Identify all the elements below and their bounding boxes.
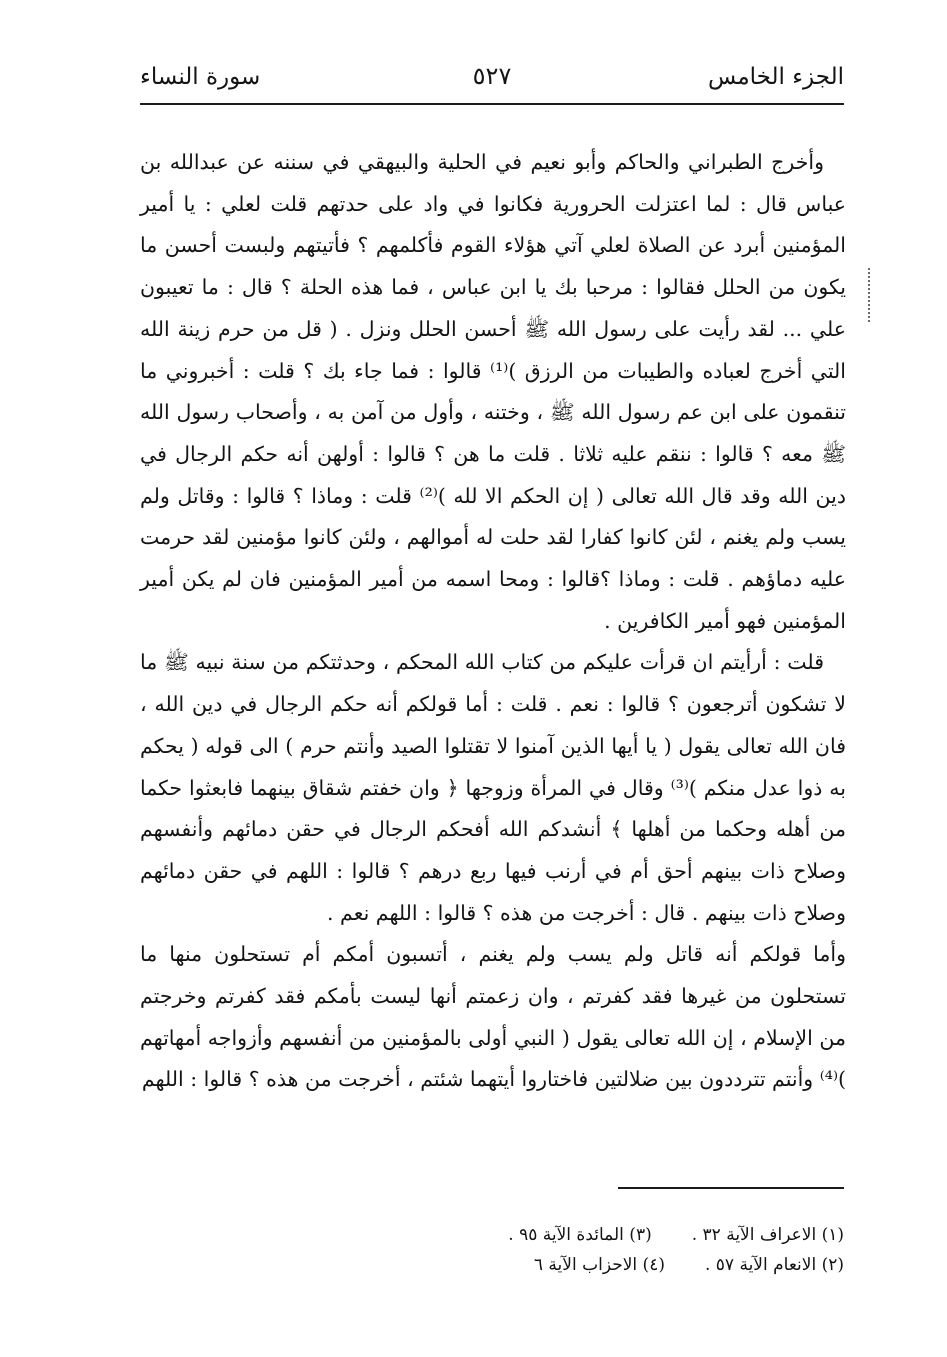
margin-mark bbox=[868, 268, 880, 322]
main-text bbox=[140, 142, 846, 1101]
footnote-2: (٢) الانعام الآية ٥٧ . bbox=[704, 1255, 844, 1275]
paragraph-1: وأخرج الطبراني والحاكم وأبو نعيم في الحلية والبيهقي في سننه عن عبدالله بن عباس قال : لما اعتزلت الحرورية فكانوا في واد على حدتهم قلت لعلي : يا أمير المؤمنين أبرد عن الصلاة لعلي آتي هؤلاء القوم فأكلمهم ؟ فأتيتهم ولبست أحسن ما يكون من الحلل فقالوا : مرحبا بك يا ابن عباس ، فما هذه الحلة ؟ قال : ما تعيبون علي ... لقد رأيت على رسول الله ﷺ أحسن الحلل ونزل . ( قل من حرم زينة الله التي أخرج لعباده والطيبات من الرزق )⁽¹⁾ قالوا : فما جاء بك ؟ قلت : أخبروني ما تنقمون على ابن عم رسول الله ﷺ ، وختنه ، وأول من آمن به ، وأصحاب رسول الله ﷺ معه ؟ قالوا : ننقم عليه ثلاثا . قلت ما هن ؟ قالوا : أولهن أنه حكم الرجال في دين الله وقد قال الله تعالى ( إن الحكم الا لله )⁽²⁾ قلت : وماذا ؟ قالوا : وقاتل ولم يسب ولم يغنم ، لئن كانوا كفارا لقد حلت له أموالهم ، ولئن كانوا مؤمنين لقد حرمت عليه دماؤهم . قلت : وماذا ؟قالوا : ومحا اسمه من أمير المؤمنين فان لم يكن أمير المؤمنين فهو أمير الكافرين . bbox=[140, 150, 846, 633]
footnote-row bbox=[380, 1250, 844, 1280]
footnote-divider bbox=[618, 1187, 844, 1189]
footnote-row bbox=[380, 1220, 844, 1250]
footnote-4: (٤) الاحزاب الآية ٦ bbox=[533, 1255, 665, 1275]
page-number: ٥٢٧ bbox=[472, 62, 512, 90]
running-head bbox=[140, 58, 844, 98]
footnotes bbox=[380, 1220, 844, 1280]
part-title: الجزء الخامس bbox=[708, 64, 844, 90]
paragraph-2: قلت : أرأيتم ان قرأت عليكم من كتاب الله المحكم ، وحدثتكم من سنة نبيه ﷺ ما لا تشكون أترجعون ؟ قالوا : نعم . قلت : أما قولكم أنه حكم الرجال في دين الله ، فان الله تعالى يقول ( يا أيها الذين آمنوا لا تقتلوا الصيد وأنتم حرم ) الى قوله ( يحكم به ذوا عدل منكم )⁽³⁾ وقال في المرأة وزوجها ﴿ وان خفتم شقاق بينهما فابعثوا حكما من أهله وحكما من أهلها ﴾ أنشدكم الله أفحكم الرجال في حقن دمائهم وأنفسهم وصلاح ذات بينهم أحق أم في أرنب فيها ربع درهم ؟ قالوا : اللهم في حقن دمائهم وصلاح ذات بينهم . قال : أخرجت من هذه ؟ قالوا : اللهم نعم . bbox=[140, 650, 846, 925]
surah-title: سورة النساء bbox=[140, 64, 261, 90]
footnote-3: (٣) المائدة الآية ٩٥ . bbox=[508, 1225, 652, 1245]
footnote-1: (١) الاعراف الآية ٣٢ . bbox=[691, 1225, 844, 1245]
header-divider bbox=[140, 103, 844, 105]
paragraph-3: وأما قولكم أنه قاتل ولم يسب ولم يغنم ، أتسبون أمكم أم تستحلون منها ما تستحلون من غيرها فقد كفرتم ، وان زعمتم أنها ليست بأمكم فقد كفرتم وخرجتم من الإسلام ، إن الله تعالى يقول ( النبي أولى بالمؤمنين من أنفسهم وأزواجه أمهاتهم )⁽⁴⁾ وأنتم تترددون بين ضلالتين فاختاروا أيتهما شئتم ، أخرجت من هذه ؟ قالوا : اللهم bbox=[140, 942, 846, 1092]
